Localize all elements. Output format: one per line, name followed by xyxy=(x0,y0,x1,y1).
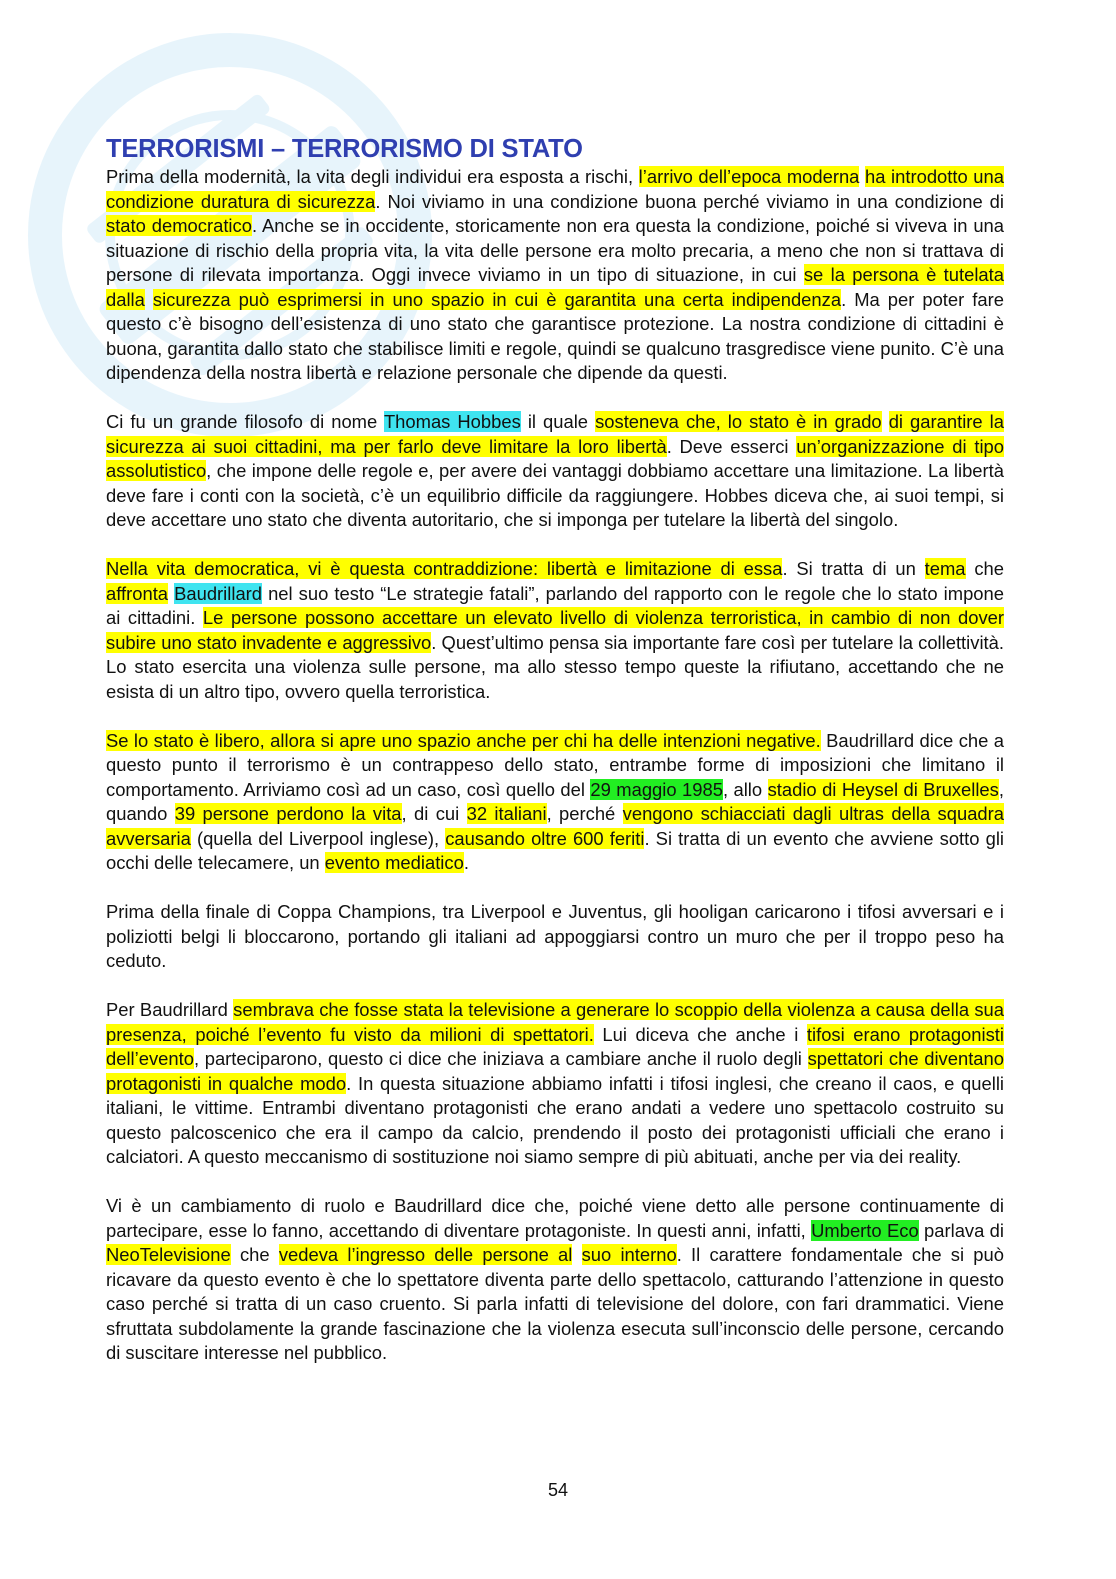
highlight-yellow: Le persone possono accettare un elevato livello di violenza terroristica, in cambio di non dover subire uno stato invadente e aggressivo xyxy=(106,607,1005,653)
text-run xyxy=(145,289,153,310)
text-run: . Quest’ultimo pensa sia importante fare così per tutelare la collettività. Lo stato esercita una violenza sulle persone, ma allo stesso tempo queste la rifiutano, accettando che ne esista di un altro tipo, ovvero quella terroristica. xyxy=(106,631,1004,702)
text-run: , parteciparono, questo ci dice che iniziava a cambiare anche il ruolo degli xyxy=(193,1048,808,1069)
highlight-yellow: Nella vita democratica, vi è questa contraddizione: libertà e limitazione di essa xyxy=(106,558,783,579)
text-run: che xyxy=(965,558,1004,579)
page-title: TERRORISMI – TERRORISMO DI STATO xyxy=(106,135,583,163)
text-run: che xyxy=(230,1244,279,1265)
text-run: Prima della finale di Coppa Champions, tra Liverpool e Juventus, gli hooligan caricarono i tifosi avversari e i poliziotti belgi li bloccarono, portando gli italiani ad appoggiarsi contro un muro che per il troppo peso ha ceduto. xyxy=(106,901,1004,971)
highlight-yellow: NeoTelevisione xyxy=(106,1244,231,1265)
highlight-yellow: suo interno xyxy=(581,1244,677,1265)
text-run: parlava di xyxy=(918,1219,1004,1241)
text-run: . Il carattere fondamentale che si può ricavare da questo evento è che lo spettatore diventa parte dello spettacolo, catturando l’attenzione in questo caso perché si tratta di un caso cruento. Si parla infatti di televisione del dolore, con fari drammatici. Viene sfruttata subdolamente la grande fascinazione che la violenza esecuta sull’inconscio delle persone, cercando di suscitare interesse nel pubblico. xyxy=(106,1244,1004,1363)
text-run: . Noi viviamo in una condizione buona perché viviamo in una condizione di xyxy=(375,190,1004,212)
paragraph xyxy=(106,410,1004,533)
highlight-cyan: Thomas Hobbes xyxy=(383,411,521,432)
text-run: il quale xyxy=(520,411,596,432)
highlight-green: Umberto Eco xyxy=(811,1219,919,1241)
document-body xyxy=(106,165,1004,1366)
highlight-yellow: sembrava che fosse stata la televisione a generare lo scoppio della violenza a causa della sua presenza, poiché l’evento fu visto da milioni di spettatori. xyxy=(106,999,1005,1045)
paragraph xyxy=(106,165,1004,386)
text-run: nel suo testo “Le strategie fatali”, parlando del rapporto con le regole che lo stato impone ai cittadini. xyxy=(106,582,1004,628)
highlight-yellow: l’arrivo dell’epoca moderna xyxy=(638,166,860,187)
text-run: . xyxy=(463,852,469,873)
text-run: . Si tratta di un evento che avviene sotto gli occhi delle telecamere, un xyxy=(106,827,1004,873)
highlight-yellow: Se lo stato è libero, allora si apre uno spazio anche per chi ha delle intenzioni negative. xyxy=(106,729,821,751)
text-run: Lui diceva che anche i xyxy=(593,1023,807,1045)
highlight-yellow: tema xyxy=(924,558,966,579)
paragraph xyxy=(106,557,1004,704)
text-run: Vi è un cambiamento di ruolo e Baudrillard dice che, poiché viene detto alle persone continuamente di partecipare, esse lo fanno, accettando di diventare protagoniste. In questi anni, infatti, xyxy=(106,1195,1004,1241)
highlight-cyan: Baudrillard xyxy=(174,582,263,604)
page-content xyxy=(106,133,1004,1390)
highlight-yellow: se la persona è tutelata dalla xyxy=(106,264,1004,310)
page-number: 54 xyxy=(547,1480,569,1500)
highlight-yellow: vedeva l’ingresso delle persone al xyxy=(278,1244,573,1265)
text-run: Per Baudrillard xyxy=(106,999,234,1020)
text-run: , che impone delle regole e, per avere dei vantaggi dobbiamo accettare una limitazione. La libertà deve fare i conti con la società, c’è un equilibrio difficile da raggiungere. Hobbes diceva che, ai suoi tempi, si deve accettare uno stato che diventa autoritario, che si imponga per tutelare la libertà del singolo. xyxy=(106,460,1004,530)
highlight-yellow: di garantire la sicurezza ai suoi cittadini, ma per farlo deve limitare la loro libertà xyxy=(106,411,1004,457)
highlight-yellow: affronta xyxy=(106,582,169,604)
highlight-yellow: tifosi erano protagonisti dell’evento xyxy=(106,1023,1004,1069)
paragraph xyxy=(106,900,1004,974)
highlight-yellow: stadio di Heysel di Bruxelles xyxy=(767,778,999,800)
highlight-yellow: stato democratico xyxy=(106,215,252,236)
text-run: (quella del Liverpool inglese), xyxy=(190,827,446,849)
paragraph xyxy=(106,998,1004,1170)
highlight-yellow: evento mediatico xyxy=(324,852,464,873)
text-run: Ci fu un grande filosofo di nome xyxy=(106,411,384,432)
highlight-yellow: 39 persone perdono la vita xyxy=(174,803,402,824)
text-run xyxy=(572,1244,581,1265)
highlight-yellow: vengono schiacciati dagli ultras della squadra avversaria xyxy=(106,803,1005,849)
highlight-yellow: 32 italiani xyxy=(466,803,547,824)
highlight-yellow: sicurezza può esprimersi in uno spazio in cui è garantita una certa indipendenza xyxy=(152,288,842,310)
paragraph xyxy=(106,729,1004,876)
highlight-yellow: ha introdotto una condizione duratura di sicurezza xyxy=(106,166,1004,212)
text-run: . Si tratta di un xyxy=(782,558,925,579)
highlight-yellow: causando oltre 600 feriti xyxy=(445,827,645,849)
highlight-green: 29 maggio 1985 xyxy=(590,778,723,800)
highlight-yellow: spettatori che diventano protagonisti in qualche modo xyxy=(106,1048,1004,1094)
text-run: . Anche se in occidente, storicamente non era questa la condizione, poiché si viveva in una situazione di rischio della propria vita, la vita delle persone era molto precaria, a meno che non si trattava di persone di rilevata importanza. Oggi invece viviamo in un tipo di situazione, in cui xyxy=(106,215,1005,285)
text-run: , allo xyxy=(722,778,768,800)
text-run: , di cui xyxy=(401,803,467,824)
paragraph xyxy=(106,1194,1004,1366)
text-run: . Deve esserci xyxy=(666,435,797,457)
text-run: Prima della modernità, la vita degli individui era esposta a rischi, xyxy=(106,166,639,187)
text-run: , perché xyxy=(546,803,623,824)
text-run: Baudrillard dice che a questo punto il terrorismo è un contrappeso dello stato, entrambe forme di imposizioni che limitano il comportamento. Arriviamo così ad un caso, così quello del xyxy=(106,729,1005,800)
text-run: . In questa situazione abbiamo infatti i tifosi inglesi, che creano il caos, e quelli italiani, le vittime. Entrambi diventano protagonisti che erano andati a vedere uno spettacolo costruito su questo palcoscenico che era il campo da calcio, prendendo il posto dei protagonisti ufficiali che erano i calciatori. A questo meccanismo di sostituzione noi siamo sempre di più abituati, anche per via dei reality. xyxy=(106,1072,1004,1167)
text-run: . Ma per poter fare questo c’è bisogno dell’esistenza di uno stato che garantisce protezione. La nostra condizione di cittadini è buona, garantita dallo stato che stabilisce limiti e regole, quindi se qualcuno trasgredisce viene punito. C’è una dipendenza della nostra libertà e relazione personale che dipende da questi. xyxy=(106,288,1004,383)
highlight-yellow: sosteneva che, lo stato è in grado xyxy=(595,411,882,432)
text-run xyxy=(882,411,889,432)
highlight-yellow: un’organizzazione di tipo assolutistico xyxy=(106,435,1005,481)
text-run: , quando xyxy=(106,778,1004,824)
